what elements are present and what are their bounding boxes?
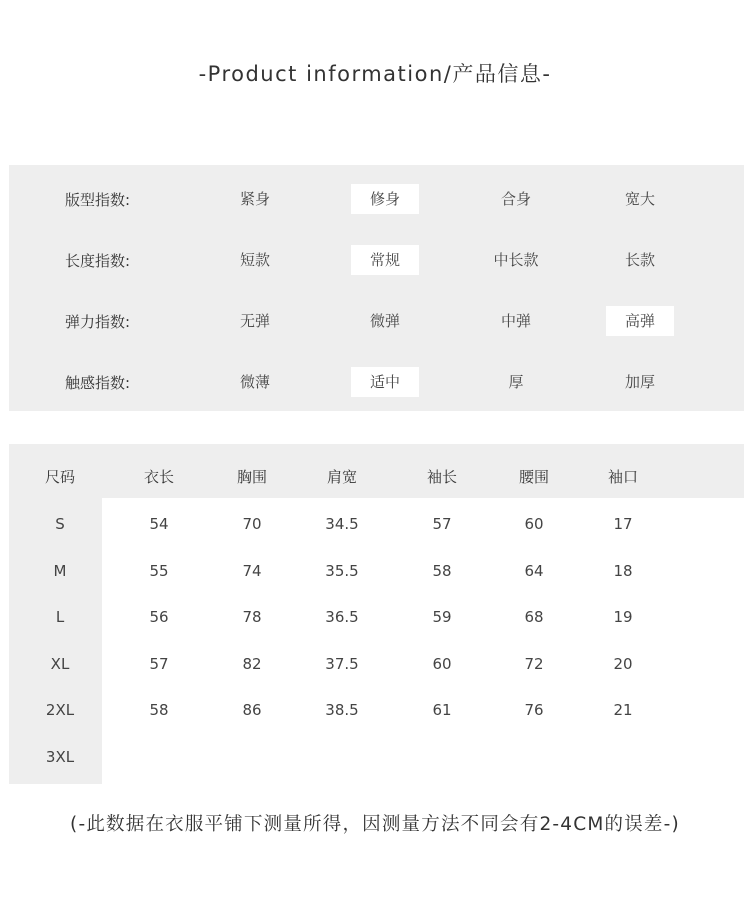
table-cell: 59 — [432, 608, 452, 626]
table-cell: 57 — [432, 515, 452, 533]
table-header-cell: 腰围 — [518, 468, 549, 486]
table-cell — [302, 747, 382, 767]
table-cell — [402, 747, 482, 767]
attribute-option: 加厚 — [624, 373, 655, 391]
attribute-option: 短款 — [239, 251, 270, 269]
table-cell: 17 — [613, 515, 633, 533]
attribute-option: 微薄 — [239, 373, 270, 391]
attribute-row — [9, 306, 744, 338]
table-header-cell: 肩宽 — [326, 468, 357, 486]
product-attributes-panel — [9, 165, 744, 411]
table-cell: 19 — [613, 608, 633, 626]
size-label-cell: S — [55, 515, 65, 533]
size-label-cell: M — [53, 562, 67, 580]
size-chart-size-column — [9, 498, 102, 784]
table-cell — [212, 747, 292, 767]
size-label-cell: XL — [50, 655, 70, 673]
size-label-cell: L — [55, 608, 65, 626]
table-cell: 55 — [149, 562, 169, 580]
table-cell: 56 — [149, 608, 169, 626]
attribute-label: 长度指数: — [65, 252, 131, 270]
attribute-option: 合身 — [500, 190, 531, 208]
table-cell: 58 — [149, 701, 169, 719]
attribute-option: 厚 — [508, 373, 524, 391]
table-cell — [494, 747, 574, 767]
attribute-option-selected: 适中 — [351, 367, 419, 397]
table-header-cell: 尺码 — [44, 468, 75, 486]
size-label-cell: 3XL — [45, 748, 75, 766]
attribute-option-selected: 高弹 — [606, 306, 674, 336]
attribute-row — [9, 367, 744, 399]
attribute-option-selected: 常规 — [351, 245, 419, 275]
table-cell: 64 — [524, 562, 544, 580]
table-cell: 60 — [432, 655, 452, 673]
table-cell: 57 — [149, 655, 169, 673]
table-cell: 21 — [613, 701, 633, 719]
attribute-option-selected: 修身 — [351, 184, 419, 214]
table-cell: 36.5 — [325, 608, 359, 626]
table-cell: 20 — [613, 655, 633, 673]
table-cell: 34.5 — [325, 515, 359, 533]
table-cell: 61 — [432, 701, 452, 719]
attribute-label: 触感指数: — [65, 374, 131, 392]
table-header-cell: 胸围 — [236, 468, 267, 486]
table-header-cell: 袖口 — [607, 468, 638, 486]
attribute-row — [9, 184, 744, 216]
table-cell: 37.5 — [325, 655, 359, 673]
measurement-note: (-此数据在衣服平铺下测量所得，因测量方法不同会有2-4CM的误差-) — [70, 814, 680, 835]
attribute-label: 弹力指数: — [65, 313, 131, 331]
table-cell: 70 — [242, 515, 262, 533]
table-cell: 60 — [524, 515, 544, 533]
table-header-cell: 衣长 — [143, 468, 174, 486]
table-cell: 18 — [613, 562, 633, 580]
table-cell: 86 — [242, 701, 262, 719]
table-cell: 72 — [524, 655, 544, 673]
attribute-option: 无弹 — [239, 312, 270, 330]
page-title: -Product information/产品信息- — [198, 62, 552, 86]
attribute-option: 长款 — [624, 251, 655, 269]
table-cell: 78 — [242, 608, 262, 626]
table-cell: 82 — [242, 655, 262, 673]
attribute-option: 紧身 — [239, 190, 270, 208]
table-cell: 74 — [242, 562, 262, 580]
table-header-cell: 袖长 — [426, 468, 457, 486]
attribute-option: 中弹 — [500, 312, 531, 330]
size-label-cell: 2XL — [45, 701, 75, 719]
attribute-option: 中长款 — [493, 251, 539, 269]
table-cell: 76 — [524, 701, 544, 719]
table-cell: 35.5 — [325, 562, 359, 580]
table-cell: 58 — [432, 562, 452, 580]
table-cell: 68 — [524, 608, 544, 626]
table-cell — [583, 747, 663, 767]
attribute-row — [9, 245, 744, 277]
table-cell: 38.5 — [325, 701, 359, 719]
table-cell: 54 — [149, 515, 169, 533]
table-cell — [119, 747, 199, 767]
attribute-option: 宽大 — [624, 190, 655, 208]
attribute-label: 版型指数: — [65, 191, 131, 209]
attribute-option: 微弹 — [369, 312, 400, 330]
